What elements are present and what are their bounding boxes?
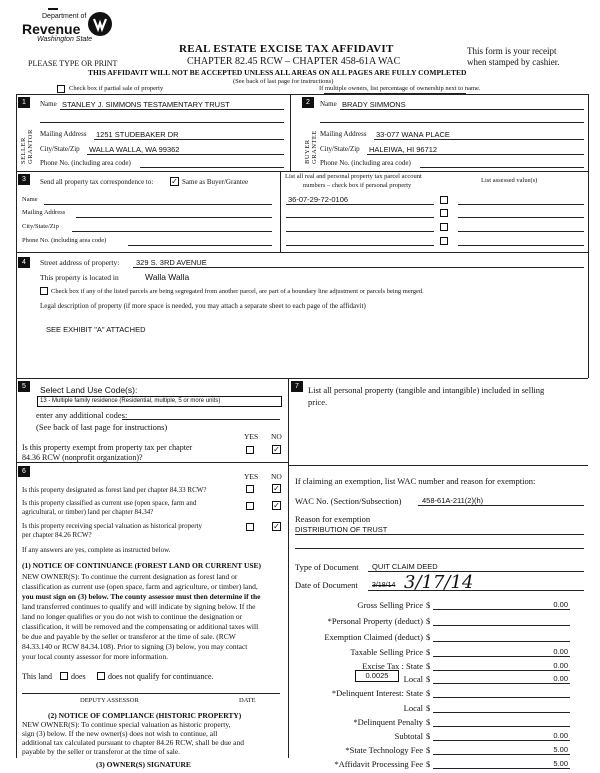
currency-symbol: $ (426, 717, 431, 727)
exempt-yes-checkbox[interactable] (246, 446, 254, 454)
seller-city-label: City/State/Zip (40, 145, 80, 153)
section-7-number: 7 (291, 381, 303, 392)
receipt-note-2: when stamped by cashier. (467, 57, 560, 67)
owner-signature-title: (3) OWNER(S) SIGNATURE (96, 760, 191, 769)
this-land-label: This land (22, 672, 52, 681)
seller-side-label: SELLER GRANTOR (20, 129, 34, 164)
form-title: REAL ESTATE EXCISE TAX AFFIDAVIT (179, 43, 394, 55)
seller-city[interactable]: WALLA WALLA, WA 99362 (89, 145, 180, 154)
assessed-header: List assessed value(s) (481, 177, 538, 184)
section-1-number: 1 (18, 97, 30, 108)
current-use-no-checkbox[interactable]: ✓ (273, 501, 280, 510)
historic-no-checkbox[interactable]: ✓ (273, 522, 280, 531)
s3-name-label: Name (22, 196, 38, 203)
fee-affidavit-processing-label: *Affidavit Processing Fee (334, 759, 423, 769)
fee-state-technology-label: *State Technology Fee (345, 745, 423, 755)
dept-line-2: Revenue (22, 21, 81, 37)
notice-continuance-title: (1) NOTICE OF CONTINUANCE (FOREST LAND OR CURRENT USE) (22, 561, 262, 570)
fee-delinquent-penalty-label: *Delinquent Penalty (353, 717, 423, 727)
seller-name[interactable]: STANLEY J. SIMMONS TESTAMENTARY TRUST (62, 100, 230, 109)
partial-sale-checkbox[interactable] (57, 85, 65, 93)
forest-no-checkbox[interactable]: ✓ (273, 484, 280, 493)
current-use-yes-checkbox[interactable] (246, 502, 254, 510)
s6-yes-header: YES (244, 472, 259, 481)
document-date-label: Date of Document (295, 580, 358, 590)
currency-symbol: $ (426, 703, 431, 713)
located-city[interactable]: Walla Walla (145, 272, 190, 282)
currency-symbol: $ (426, 731, 431, 741)
notice1-line: be due and payable by the seller or transferor at the time of sale. (RCW (22, 632, 236, 641)
s5-no-header: NO (271, 432, 282, 441)
seller-name-label: Name (40, 100, 57, 108)
notice2-line: additional tax calculated pursuant to chapter 84.26 RCW, shall be due and (22, 738, 244, 747)
notice1-line: classification, it will be removed and the compensating or additional taxes will (22, 622, 259, 631)
notice-compliance-title: (2) NOTICE OF COMPLIANCE (HISTORIC PROPERTY) (48, 711, 242, 720)
street-address[interactable]: 329 S. 3RD AVENUE (136, 258, 207, 267)
exempt-no-checkbox[interactable]: ✓ (273, 445, 280, 454)
wac-label: WAC No. (Section/Subsection) (295, 496, 402, 506)
buyer-city[interactable]: HALEIWA, HI 96712 (369, 145, 438, 154)
fee-excise-local-label: Local (403, 674, 423, 684)
wac-number[interactable]: 458-61A-211(2)(h) (422, 496, 484, 505)
print-note: PLEASE TYPE OR PRINT (28, 59, 118, 68)
personal-property-label-1: List all personal property (tangible and intangible) included in selling (308, 385, 545, 395)
parcel-header-2: numbers – check box if personal property (303, 182, 412, 189)
notice1-line: land no longer qualifies or you do not wish to continue the designation or (22, 612, 243, 621)
logo-dash (48, 8, 58, 10)
fee-affidavit-processing-value[interactable]: 5.00 (553, 759, 568, 768)
seller-phone-label: Phone No. (including area code) (40, 159, 131, 167)
fee-delinquent-interest-state-label: *Delinquent Interest: State (331, 688, 423, 698)
buyer-side-label: BUYER GRANTEE (304, 130, 318, 164)
fee-excise-state-label: Excise Tax : State (362, 661, 423, 671)
dept-line-1: Department of (42, 13, 87, 20)
street-address-label: Street address of property: (40, 258, 120, 267)
section-5-number: 5 (18, 381, 30, 392)
land-use-instructions: (See back of last page for instructions) (36, 422, 168, 432)
legal-description-label: Legal description of property (if more space is needed, you may attach a separate sheet to each page of the affidavit) (40, 302, 366, 310)
currency-symbol: $ (426, 600, 431, 610)
fee-exemption-claimed-label: Exemption Claimed (deduct) (324, 632, 423, 642)
section-4-number: 4 (18, 257, 30, 268)
s5-yes-header: YES (244, 432, 259, 441)
dept-line-3: Washington State (37, 36, 93, 43)
notice1-line: your local county assessor for more information. (22, 652, 169, 661)
fee-gross-selling-price-value[interactable]: 0.00 (553, 600, 568, 609)
receipt-note-1: This form is your receipt (467, 46, 557, 56)
segregated-checkbox[interactable] (40, 287, 48, 295)
parcel-4-personal-checkbox[interactable] (440, 237, 448, 245)
currency-symbol: $ (426, 661, 431, 671)
same-as-buyer-label: Same as Buyer/Grantee (182, 178, 249, 186)
fee-subtotal-label: Subtotal (394, 731, 423, 741)
current-use-question-2: agricultural, or timber) land per chapter 84.34? (22, 508, 154, 516)
document-type-label: Type of Document (295, 562, 359, 572)
does-not-label: does not qualify for continuance. (108, 672, 214, 681)
reason-label: Reason for exemption (295, 514, 371, 524)
currency-symbol: $ (426, 688, 431, 698)
local-rate-box[interactable]: 0.0025 (355, 670, 399, 682)
wa-logo-icon (86, 10, 114, 38)
parcel-header-1: List all real and personal property tax parcel account (285, 173, 422, 180)
instructions-note: (See back of last page for instructions) (233, 78, 334, 85)
land-does-not-checkbox[interactable] (97, 672, 105, 680)
historic-yes-checkbox[interactable] (246, 523, 254, 531)
additional-codes-label: enter any additional codes: (36, 410, 128, 420)
parcel-2-personal-checkbox[interactable] (440, 209, 448, 217)
warning-note: THIS AFFIDAVIT WILL NOT BE ACCEPTED UNLESS ALL AREAS ON ALL PAGES ARE FULLY COMPLETED (88, 68, 467, 77)
notice1-line: land transferred continues to qualify and will indicate by signing below. If the (22, 602, 256, 611)
exemption-reason[interactable]: DISTRIBUTION OF TRUST (295, 525, 388, 534)
historic-question-1: Is this property receiving special valuation as historical property (22, 522, 203, 530)
exemption-label: If claiming an exemption, list WAC number and reason for exemption: (295, 476, 536, 486)
parcel-3-personal-checkbox[interactable] (440, 223, 448, 231)
buyer-name-label: Name (320, 100, 337, 108)
notice1-line: 84.33.140 or RCW 84.34.108). Prior to signing (3) below, you may contact (22, 642, 248, 651)
notice2-line: payable by the seller or transferor at the time of sale. (22, 747, 181, 756)
document-type[interactable]: QUIT CLAIM DEED (372, 562, 438, 571)
notice2-line: NEW OWNER(S): To continue special valuation as historic property, (22, 720, 231, 729)
currency-symbol: $ (426, 647, 431, 657)
exempt-question-2: 84.36 RCW (nonprofit organization)? (22, 453, 143, 462)
fee-subtotal-value[interactable]: 0.00 (553, 731, 568, 740)
currency-symbol: $ (426, 632, 431, 642)
fee-personal-property-label: *Personal Property (deduct) (327, 616, 423, 626)
notice2-line: sign (3) below. If the new owner(s) does not wish to continue, all (22, 729, 218, 738)
fee-gross-selling-price-label: Gross Selling Price (357, 600, 423, 610)
exempt-question-1: Is this property exempt from property tax per chapter (22, 443, 193, 452)
buyer-name[interactable]: BRADY SIMMONS (342, 100, 406, 109)
date-label: DATE (239, 697, 256, 704)
fee-excise-local-value[interactable]: 0.00 (553, 674, 568, 683)
fee-taxable-selling-price-value[interactable]: 0.00 (553, 647, 568, 656)
buyer-city-label: City/State/Zip (320, 145, 360, 153)
seller-address-label: Mailing Address (40, 130, 87, 138)
s3-address-label: Mailing Address (22, 209, 66, 216)
s3-phone-label: Phone No. (including area code) (22, 237, 107, 244)
notice1-line: you must sign on (3) below. The county assessor must then determine if the (22, 592, 261, 601)
partial-sale-label: Check box if partial sale of property (69, 85, 164, 92)
parcel-1-personal-checkbox[interactable] (440, 196, 448, 204)
forest-yes-checkbox[interactable] (246, 485, 254, 493)
buyer-address[interactable]: 33-077 WANA PLACE (376, 130, 450, 139)
current-use-question-1: Is this property classified as current use (open space, farm and (22, 499, 197, 507)
buyer-address-label: Mailing Address (320, 130, 367, 138)
s3-city-label: City/State/Zip (22, 223, 59, 230)
segregated-label: Check box if any of the listed parcels are being segregated from another parcel, are part of a boundary line adjustment or parcels being merged. (51, 288, 424, 295)
notice1-line: NEW OWNER(S): To continue the current designation as forest land or (22, 572, 238, 581)
seller-address[interactable]: 1251 STUDEBAKER DR (96, 130, 179, 139)
fee-excise-state-value[interactable]: 0.00 (553, 661, 568, 670)
currency-symbol: $ (426, 759, 431, 769)
parcel-number-1[interactable]: 36-07-29-72-0106 (288, 195, 349, 204)
historic-question-2: per chapter 84.26 RCW? (22, 531, 92, 539)
currency-symbol: $ (426, 616, 431, 626)
multiple-owners-note: If multiple owners, list percentage of ownership next to name. (319, 85, 481, 92)
fee-state-technology-value[interactable]: 5.00 (553, 745, 568, 754)
same-as-buyer-checkbox[interactable]: ✓ (171, 177, 178, 186)
send-correspondence-label: Send all property tax correspondence to: (40, 178, 154, 186)
fee-delinquent-interest-local-label: Local (403, 703, 423, 713)
located-label: This property is located in (40, 273, 119, 282)
s6-no-header: NO (271, 472, 282, 481)
notice1-line: classification as current use (open space, farm and agriculture, or timber) land, (22, 582, 258, 591)
fee-taxable-selling-price-label: Taxable Selling Price (350, 647, 423, 657)
section-2-number: 2 (302, 97, 314, 108)
form-subtitle: CHAPTER 82.45 RCW – CHAPTER 458-61A WAC (187, 56, 401, 67)
forest-land-question: Is this property designated as forest land per chapter 84.33 RCW? (22, 486, 207, 494)
document-date[interactable]: 3/17/14 (404, 572, 474, 593)
land-does-checkbox[interactable] (60, 672, 68, 680)
s6-instruction: If any answers are yes, complete as instructed below. (22, 546, 171, 554)
section-6-number: 6 (18, 466, 30, 477)
land-use-value: 13 - Multiple family residence (Residential, multiple, 5 or more units) (40, 398, 221, 404)
does-label: does (71, 672, 86, 681)
section-3-number: 3 (18, 174, 30, 185)
land-use-label: Select Land Use Code(s): (40, 385, 138, 395)
buyer-phone-label: Phone No. (including area code) (320, 159, 411, 167)
personal-property-label-2: price. (308, 397, 328, 407)
document-date-struck: 3/18/14 (372, 582, 396, 589)
currency-symbol: $ (426, 674, 431, 684)
legal-description[interactable]: SEE EXHIBIT "A" ATTACHED (46, 325, 146, 334)
currency-symbol: $ (426, 745, 431, 755)
deputy-assessor-label: DEPUTY ASSESSOR (80, 697, 139, 704)
